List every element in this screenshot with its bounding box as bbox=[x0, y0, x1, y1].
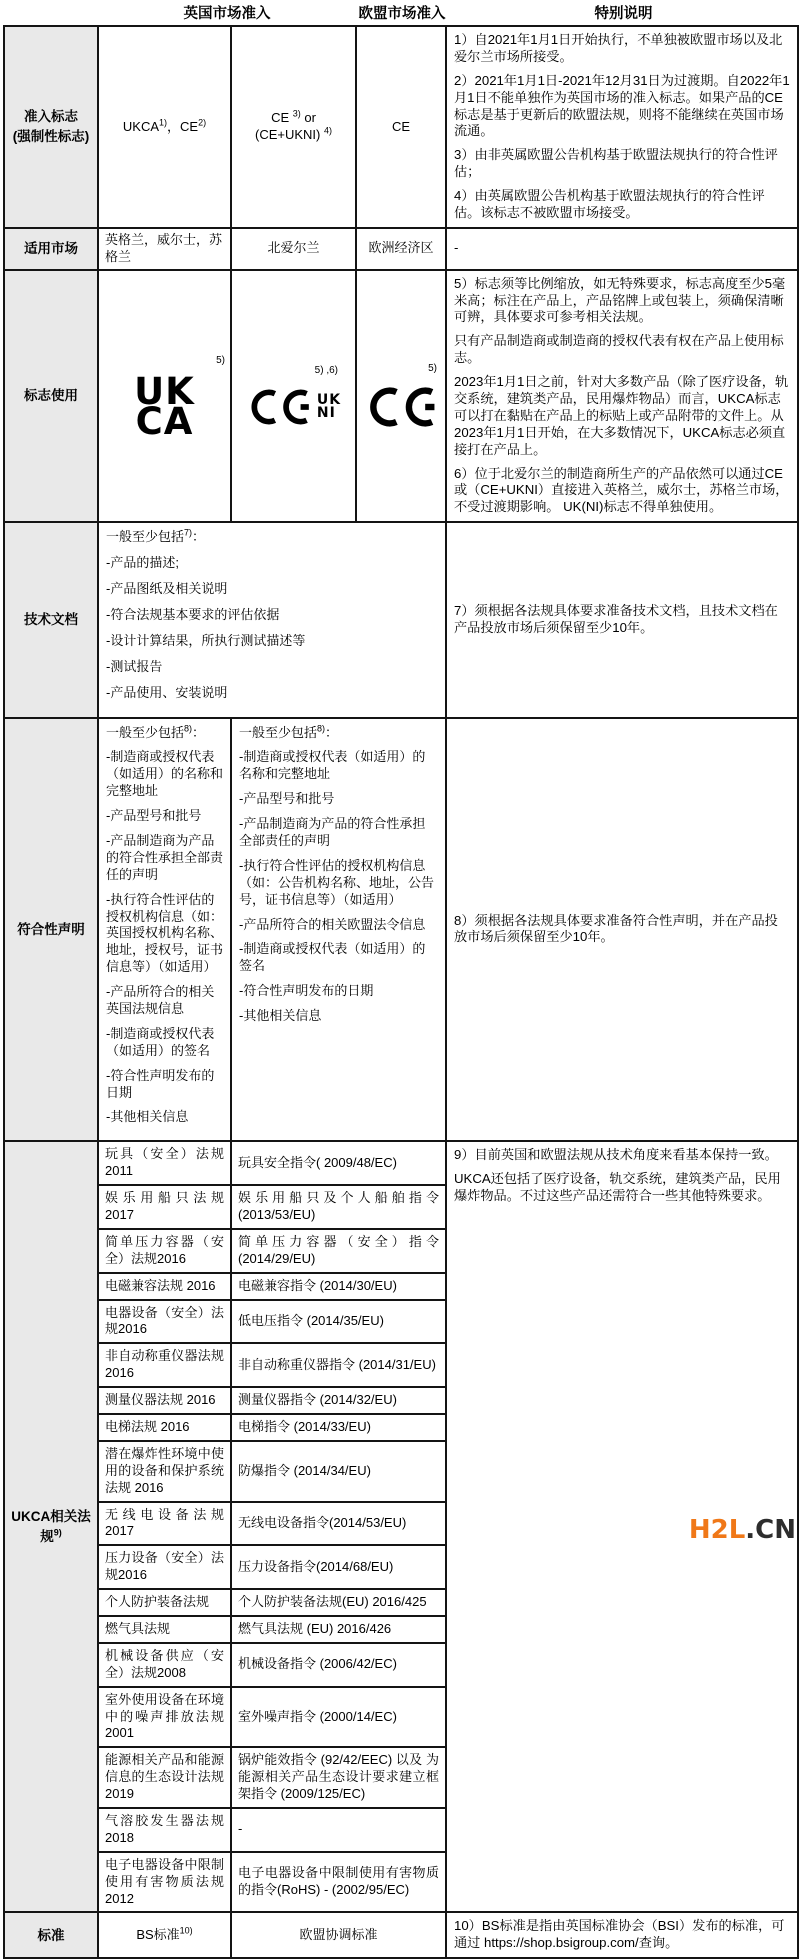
cell-reg-uk: 电磁兼容法规 2016 bbox=[98, 1273, 231, 1300]
list-item: -制造商或授权代表（如适用）的名称和完整地址 bbox=[106, 749, 224, 799]
cell-techdoc-note bbox=[446, 522, 798, 717]
watermark-h2l-text: H2L bbox=[688, 1515, 746, 1545]
note-paragraph: 2023年1月1日之前，针对大多数产品（除了医疗设备，轨交系统，建筑类产品，民用爆炸物品）而言，UKCA标志可以打在黏贴在产品上的标贴上或产品附带的文件上。从2023年1月1日开始，在大多数情况下，UKCA标志必须直接打在产品上。 bbox=[454, 374, 789, 457]
list-item: -产品所符合的相关英国法规信息 bbox=[106, 984, 215, 1016]
cell-reg-uk: 非自动称重仪器法规2016 bbox=[98, 1343, 231, 1387]
row-applicable-markets bbox=[4, 228, 798, 270]
cell-markets-notes: - bbox=[446, 228, 798, 270]
cell-reg-uk: 室外使用设备在环境中的噪声排放法规2001 bbox=[98, 1687, 231, 1748]
list-item: -其他相关信息 bbox=[106, 1109, 189, 1125]
cell-reg-eu: 压力设备指令(2014/68/EU) bbox=[231, 1545, 446, 1589]
cell-reg-uk: 个人防护装备法规 bbox=[98, 1589, 231, 1616]
note-paragraph: 3）由非英属欧盟公告机构基于欧盟法规执行的符合性评估； bbox=[454, 147, 778, 180]
list-item: -执行符合性评估的授权机构信息（如：英国授权机构名称、地址，授权号，证书信息等）（如适用） bbox=[106, 891, 224, 975]
cell-reg-eu: 玩具安全指令( 2009/48/EC) bbox=[231, 1141, 446, 1185]
cell-reg-eu: 电子电器设备中限制使用有害物质的指令(RoHS) - (2002/95/EC) bbox=[231, 1852, 446, 1913]
note-paragraph: 只有产品制造商或制造商的授权代表有权在产品上使用标志。 bbox=[454, 333, 784, 366]
footnote-ref: 8) bbox=[317, 723, 326, 734]
cell-reg-eu: 室外噪声指令 (2000/14/EC) bbox=[231, 1687, 446, 1748]
cell-reg-uk: 潜在爆炸性环境中使用的设备和保护系统法规 2016 bbox=[98, 1441, 231, 1502]
list-intro bbox=[239, 725, 438, 742]
cell-reg-eu: 简单压力容器（安全）指令 (2014/29/EU) bbox=[231, 1229, 446, 1273]
cell-reg-uk: 娱乐用船只法规 2017 bbox=[98, 1185, 231, 1229]
list-item: -制造商或授权代表（如适用）的名称和完整地址 bbox=[239, 749, 426, 782]
h2l-cn-watermark-logo bbox=[689, 1517, 796, 1543]
footnote-ref: 3) bbox=[292, 108, 301, 119]
footnote-ref: 5) bbox=[216, 355, 225, 367]
list-item: -产品制造商为产品的符合性承担全部责任的声明 bbox=[106, 832, 224, 882]
cell-doc-note bbox=[446, 718, 798, 1142]
footnote-ref: 4) bbox=[323, 125, 332, 136]
label-line: 准入标志 bbox=[24, 109, 78, 125]
intro-text: ： bbox=[192, 724, 206, 740]
note-paragraph: 4）由英属欧盟公告机构基于欧盟法规执行的符合性评估。该标志不被欧盟市场接受。 bbox=[454, 188, 765, 221]
cell-markets-ni: 北爱尔兰 bbox=[231, 228, 356, 270]
row-label-declaration: 符合性声明 bbox=[4, 718, 98, 1142]
footnote-ref: 7) bbox=[184, 527, 193, 538]
list-item: -符合性声明发布的日期 bbox=[239, 983, 374, 999]
cell-marks-uk bbox=[98, 26, 231, 228]
note-paragraph: 9）目前英国和欧盟法规从技术角度来看基本保持一致。 bbox=[454, 1147, 778, 1163]
note-paragraph: 2）2021年1月1日-2021年12月31日为过渡期。自2022年1月1日不能单独作为英国市场的准入标志。如果产品的CE标志是基于更新后的欧盟法规，则将不能继续在英国市场流通。 bbox=[454, 72, 790, 139]
cell-ukca-logo bbox=[98, 270, 231, 523]
cell-markets-uk: 英格兰，威尔士，苏格兰 bbox=[98, 228, 231, 270]
list-item: -设计计算结果，所执行测试描述等 bbox=[106, 632, 306, 648]
cell-reg-uk: 无线电设备法规 2017 bbox=[98, 1502, 231, 1546]
cell-reg-uk: 电器设备（安全）法规2016 bbox=[98, 1300, 231, 1344]
cell-reg-eu: 娱乐用船只及个人船舶指令 (2013/53/EU) bbox=[231, 1185, 446, 1229]
row-label-applicable-markets: 适用市场 bbox=[4, 228, 98, 270]
note-paragraph: 5）标志须等比例缩放，如无特殊要求，标志高度至少5毫米高；标注在产品上，产品铭牌上或包装上，须确保清晰可辨，具体要求可参考相关法规。 bbox=[454, 275, 786, 325]
intro-text: ： bbox=[325, 724, 339, 740]
note-paragraph: 7）须根据各法规具体要求准备技术文档，且技术文档在产品投放市场后须保留至少10年。 bbox=[454, 602, 778, 635]
cell-reg-uk: 气溶胶发生器法规 2018 bbox=[98, 1808, 231, 1852]
ukca-logo-box bbox=[99, 271, 230, 522]
note-paragraph: 1）自2021年1月1日开始执行，不单独被欧盟市场以及北爱尔兰市场所接受。 bbox=[454, 32, 783, 64]
list-item: -符合性声明发布的日期 bbox=[106, 1067, 215, 1100]
cell-ce-ukni-logo bbox=[231, 270, 356, 523]
cell-standards-note bbox=[446, 1912, 798, 1958]
footnote-ref: 5) ,6) bbox=[314, 365, 338, 377]
cell-reg-eu: 低电压指令 (2014/35/EU) bbox=[231, 1300, 446, 1344]
note-paragraph: 8）须根据各法规具体要求准备符合性声明，并在产品投放市场后须保留至少10年。 bbox=[454, 912, 778, 945]
cell-reg-uk: 测量仪器法规 2016 bbox=[98, 1387, 231, 1414]
ukca-logo-line: CA bbox=[135, 400, 194, 444]
cell-doc-eu bbox=[231, 718, 446, 1142]
cell-techdoc-contents bbox=[98, 522, 446, 717]
cell-reg-eu: 个人防护装备法规(EU) 2016/425 bbox=[231, 1589, 446, 1616]
mark-text: CE bbox=[271, 110, 293, 126]
cell-doc-uk bbox=[98, 718, 231, 1142]
cell-markets-eu: 欧洲经济区 bbox=[356, 228, 446, 270]
cell-reg-eu: 机械设备指令 (2006/42/EC) bbox=[231, 1643, 446, 1687]
row-label-mark-usage: 标志使用 bbox=[4, 270, 98, 523]
cell-reg-eu: - bbox=[231, 1808, 446, 1852]
ukni-line: NI bbox=[316, 405, 336, 422]
list-item: -制造商或授权代表（如适用）的签名 bbox=[106, 1025, 215, 1058]
list-intro bbox=[106, 725, 223, 742]
list-item: -产品制造商为产品的符合性承担全部责任的声明 bbox=[239, 816, 426, 848]
cell-marks-ni bbox=[231, 26, 356, 228]
cell-usage-notes bbox=[446, 270, 798, 523]
intro-text: 一般至少包括 bbox=[106, 529, 185, 545]
label-text: UKCA相关法规 bbox=[11, 1509, 91, 1544]
list-item: -执行符合性评估的授权机构信息（如：公告机构名称、地址，公告号，证书信息等）（如适用） bbox=[239, 857, 435, 907]
list-item: -产品使用、安装说明 bbox=[106, 684, 228, 700]
column-header-eu-market: 欧盟市场准入 bbox=[358, 6, 446, 22]
list-item: -产品图纸及相关说明 bbox=[106, 581, 228, 597]
cell-reg-eu: 锅炉能效指令 (92/42/EEC) 以及 为能源相关产品生态设计要求建立框架指令 (2009/125/EC) bbox=[231, 1747, 446, 1808]
label-line: (强制性标志) bbox=[12, 128, 90, 144]
ce-logo-box bbox=[357, 271, 445, 522]
list-item: -制造商或授权代表（如适用）的签名 bbox=[239, 941, 426, 974]
cell-reg-uk: 能源相关产品和能源信息的生态设计法规 2019 bbox=[98, 1747, 231, 1808]
cell-reg-uk: 电梯法规 2016 bbox=[98, 1414, 231, 1441]
cell-reg-uk: 电子电器设备中限制使用有害物质法规2012 bbox=[98, 1852, 231, 1913]
row-label-access-marks bbox=[4, 26, 98, 228]
row-mark-usage bbox=[4, 270, 798, 523]
cell-reg-uk: 燃气具法规 bbox=[98, 1616, 231, 1643]
footnote-ref: 2) bbox=[198, 117, 207, 128]
column-header-uk-market: 英国市场准入 bbox=[183, 6, 271, 22]
ukca-logo-line: UK bbox=[134, 370, 195, 414]
footnote-ref: 10) bbox=[179, 1925, 193, 1936]
row-standards bbox=[4, 1912, 798, 1958]
list-item: -产品型号和批号 bbox=[106, 808, 202, 824]
ukni-line: UK bbox=[316, 392, 342, 409]
ukca-mark-icon bbox=[134, 370, 195, 444]
cell-reg-uk: 玩具（安全）法规2011 bbox=[98, 1141, 231, 1185]
row-technical-documentation bbox=[4, 522, 798, 717]
cell-standards-eu: 欧盟协调标准 bbox=[231, 1912, 446, 1958]
list-item: -产品所符合的相关欧盟法令信息 bbox=[239, 916, 426, 932]
row-access-marks bbox=[4, 26, 798, 228]
cell-reg-eu: 防爆指令 (2014/34/EU) bbox=[231, 1441, 446, 1502]
cell-reg-eu: 测量仪器指令 (2014/32/EU) bbox=[231, 1387, 446, 1414]
row-label-standards: 标准 bbox=[4, 1912, 98, 1958]
intro-text: ： bbox=[192, 529, 206, 545]
cell-reg-uk: 机械设备供应（安全）法规2008 bbox=[98, 1643, 231, 1687]
cell-marks-eu: CE bbox=[356, 26, 446, 228]
footnote-ref: 9) bbox=[53, 1527, 62, 1538]
cell-reg-eu: 非自动称重仪器指令 (2014/31/EU) bbox=[231, 1343, 446, 1387]
cell-marks-notes bbox=[446, 26, 798, 228]
mark-text: UKCA bbox=[122, 118, 160, 134]
row-label-ukca-regulations bbox=[4, 1141, 98, 1912]
list-item: -产品型号和批号 bbox=[239, 791, 335, 807]
list-item: -产品的描述; bbox=[106, 555, 179, 571]
cell-reg-uk: 简单压力容器（安全）法规2016 bbox=[98, 1229, 231, 1273]
cell-reg-eu: 燃气具法规 (EU) 2016/426 bbox=[231, 1616, 446, 1643]
ce-mark-icon bbox=[364, 385, 438, 429]
cell-reg-eu: 无线电设备指令(2014/53/EU) bbox=[231, 1502, 446, 1546]
intro-text: 一般至少包括 bbox=[106, 724, 185, 740]
cell-reg-eu: 电磁兼容指令 (2014/30/EU) bbox=[231, 1273, 446, 1300]
regulation-row bbox=[4, 1141, 798, 1185]
mark-text: or (CE+UKNI) bbox=[255, 110, 324, 142]
comparison-table bbox=[3, 25, 799, 1959]
cell-ce-logo bbox=[356, 270, 446, 523]
mark-text: ，CE bbox=[167, 118, 199, 134]
list-item: -其他相关信息 bbox=[239, 1008, 322, 1024]
ukni-text-icon bbox=[317, 394, 341, 421]
footnote-ref: 5) bbox=[428, 363, 437, 375]
table-column-headers bbox=[0, 0, 800, 25]
list-item: -符合法规基本要求的评估依据 bbox=[106, 606, 280, 622]
footnote-ref: 1) bbox=[159, 117, 168, 128]
watermark-cn-text: .CN bbox=[745, 1515, 796, 1545]
ce-ukni-logo-box bbox=[232, 271, 355, 522]
note-paragraph: UKCA还包括了医疗设备，轨交系统，建筑类产品，民用爆炸物品。不过这些产品还需符合一些其他特殊要求。 bbox=[454, 1171, 781, 1204]
standard-text: BS标准 bbox=[136, 1926, 180, 1942]
note-paragraph: 6）位于北爱尔兰的制造商所生产的产品依然可以通过CE或（CE+UKNI）直接进入英格兰，威尔士，苏格兰市场，不受过渡期影响。 UK(NI)标志不得单独使用。 bbox=[454, 465, 789, 515]
intro-text: 一般至少包括 bbox=[239, 724, 318, 740]
ce-mark-icon bbox=[246, 387, 312, 427]
cell-reg-uk: 压力设备（安全）法规2016 bbox=[98, 1545, 231, 1589]
cell-standards-uk bbox=[98, 1912, 231, 1958]
cell-reg-eu: 电梯指令 (2014/33/EU) bbox=[231, 1414, 446, 1441]
column-header-special-notes: 特别说明 bbox=[594, 6, 653, 22]
list-intro bbox=[106, 529, 438, 546]
list-item: -测试报告 bbox=[106, 658, 163, 674]
row-declaration-of-conformity bbox=[4, 718, 798, 1142]
footnote-ref: 8) bbox=[184, 723, 193, 734]
ce-ukni-mark-icon bbox=[246, 387, 341, 427]
row-label-technical-documentation: 技术文档 bbox=[4, 522, 98, 717]
note-paragraph: 10）BS标准是指由英国标准协会（BSI）发布的标准，可通过 https://shop.bsigroup.com/查询。 bbox=[454, 1918, 785, 1951]
